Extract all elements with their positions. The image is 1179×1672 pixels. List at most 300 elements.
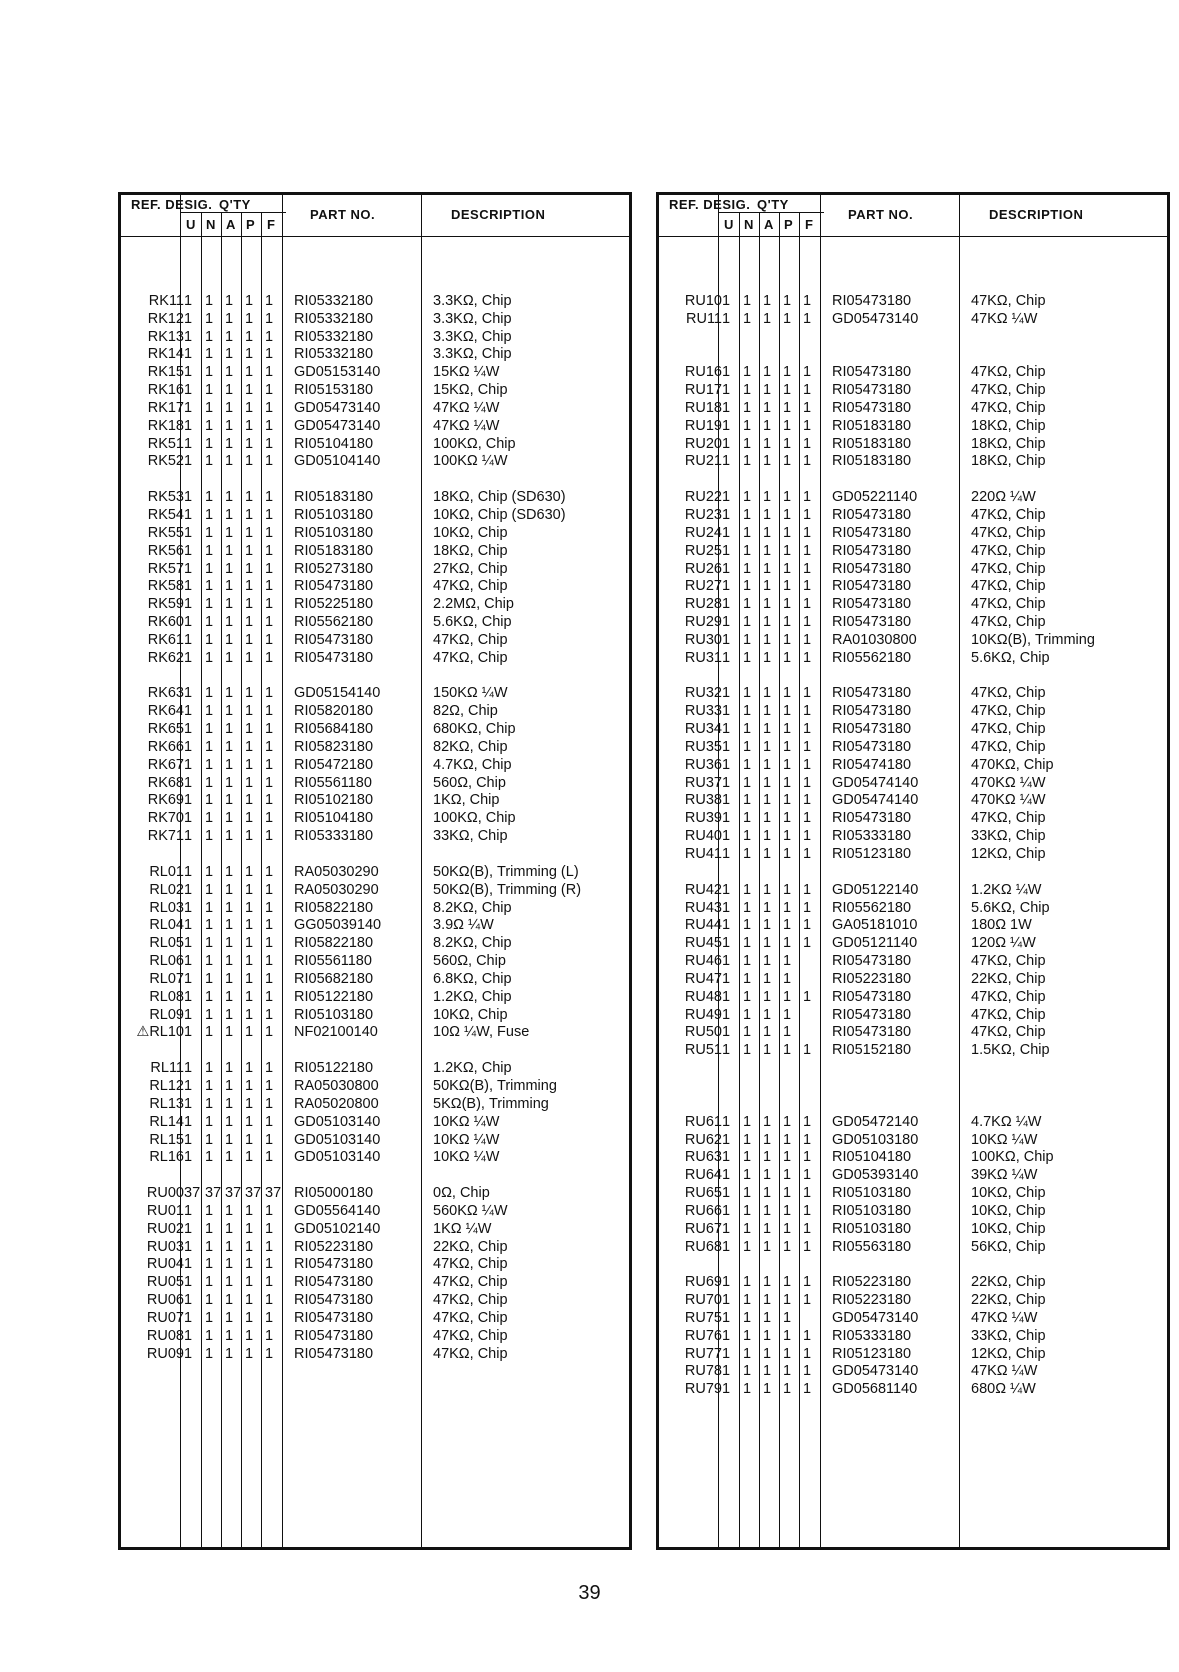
- part-no-cell: GA05181010: [832, 917, 918, 934]
- rows-left: [121, 275, 629, 1363]
- qty-p-cell: 1: [783, 917, 792, 934]
- qty-n-cell: 1: [743, 738, 752, 755]
- ref-desig-cell: RL09: [149, 1006, 184, 1023]
- description-cell: 18KΩ, Chip: [433, 542, 508, 559]
- spacer-row: [659, 668, 1167, 686]
- qty-p-cell: 1: [245, 756, 254, 773]
- ref-desig-cell: RK61: [147, 631, 184, 648]
- qty-n-cell: 1: [743, 1006, 752, 1023]
- table-row: [659, 1007, 1167, 1025]
- qty-p-cell: 1: [783, 1149, 792, 1166]
- table-row: [659, 400, 1167, 418]
- qty-n-cell: 1: [743, 1220, 752, 1237]
- qty-f-cell: 1: [265, 756, 274, 773]
- qty-f-cell: 1: [265, 489, 274, 506]
- qty-p-cell: 1: [245, 685, 254, 702]
- qty-n-cell: 1: [743, 1363, 752, 1380]
- ref-desig-cell: RU26: [684, 560, 722, 577]
- table-row: [121, 632, 629, 650]
- qty-p-cell: 1: [245, 1292, 254, 1309]
- qty-divider: [719, 212, 824, 213]
- qty-u-cell: 1: [722, 578, 731, 595]
- qty-p-cell: 1: [245, 560, 254, 577]
- description-cell: 47KΩ, Chip: [971, 988, 1046, 1005]
- qty-f-cell: 1: [265, 917, 274, 934]
- table-row: [659, 775, 1167, 793]
- qty-a-cell: 1: [225, 328, 234, 345]
- qty-f-cell: 1: [803, 1274, 812, 1291]
- ref-desig-cell: RK68: [147, 774, 184, 791]
- ref-desig-cell: RU67: [684, 1220, 722, 1237]
- description-cell: 1.2KΩ ¼W: [971, 881, 1042, 898]
- table-row: [121, 561, 629, 579]
- qty-n-cell: 1: [205, 292, 214, 309]
- ref-desig-cell: RL16: [149, 1149, 184, 1166]
- qty-n-cell: 1: [205, 917, 214, 934]
- part-no-cell: RI05000180: [294, 1185, 374, 1202]
- qty-n-cell: 1: [205, 1345, 214, 1362]
- parts-table-left: [118, 192, 632, 1550]
- table-row: [659, 792, 1167, 810]
- qty-f-cell: 1: [803, 524, 812, 541]
- qty-p-cell: 1: [245, 863, 254, 880]
- description-cell: 100KΩ ¼W: [433, 453, 508, 470]
- qty-n-cell: 1: [743, 596, 752, 613]
- description-cell: 12KΩ, Chip: [971, 846, 1046, 862]
- spacer-row: [121, 846, 629, 864]
- ref-desig-cell: RU20: [684, 435, 722, 452]
- part-no-cell: GD05474140: [832, 774, 919, 791]
- qty-f-cell: 1: [265, 1006, 274, 1023]
- qty-u-cell: 1: [184, 935, 193, 952]
- description-cell: 10KΩ ¼W: [433, 1131, 500, 1148]
- part-no-cell: GD05103140: [294, 1149, 381, 1166]
- qty-n-cell: 1: [205, 1077, 214, 1094]
- table-row: [659, 1132, 1167, 1150]
- ref-desig-cell: RU00: [146, 1185, 184, 1202]
- qty-f-cell: 1: [265, 1131, 274, 1148]
- table-row: [121, 489, 629, 507]
- ref-desig-cell: RU38: [684, 792, 722, 809]
- description-cell: 680Ω ¼W: [971, 1381, 1036, 1398]
- part-no-cell: GG05039140: [294, 917, 382, 934]
- qty-a-cell: 1: [225, 435, 234, 452]
- qty-f-cell: 1: [803, 631, 812, 648]
- part-no-cell: RI05473180: [832, 614, 912, 631]
- description-cell: 4.7KΩ, Chip: [433, 756, 512, 773]
- qty-f-cell: 1: [803, 703, 812, 720]
- qty-a-cell: 1: [763, 1292, 772, 1309]
- qty-a-cell: 1: [225, 453, 234, 470]
- qty-a-cell: 1: [763, 685, 772, 702]
- qty-p-cell: 1: [245, 542, 254, 559]
- description-cell: 10KΩ, Chip: [971, 1202, 1046, 1219]
- qty-u-cell: 1: [722, 596, 731, 613]
- header-a: A: [226, 217, 236, 232]
- qty-p-cell: 1: [783, 1309, 792, 1326]
- qty-p-cell: 1: [783, 310, 792, 327]
- qty-u-cell: 1: [184, 1238, 193, 1255]
- description-cell: 5KΩ(B), Trimming: [433, 1095, 549, 1112]
- part-no-cell: RI05473180: [294, 1256, 374, 1273]
- qty-f-cell: 1: [265, 435, 274, 452]
- qty-f-cell: 1: [265, 1309, 274, 1326]
- qty-a-cell: 1: [763, 1220, 772, 1237]
- qty-u-cell: 1: [722, 792, 731, 809]
- qty-p-cell: 1: [783, 1345, 792, 1362]
- qty-n-cell: 1: [743, 792, 752, 809]
- description-cell: 100KΩ, Chip: [971, 1149, 1054, 1166]
- qty-p-cell: 1: [783, 560, 792, 577]
- table-row: [121, 453, 629, 471]
- table-row: [659, 1203, 1167, 1221]
- ref-desig-cell: RL13: [149, 1095, 184, 1112]
- qty-a-cell: 1: [763, 1185, 772, 1202]
- qty-f-cell: 1: [265, 524, 274, 541]
- qty-p-cell: 1: [783, 489, 792, 506]
- qty-a-cell: 1: [763, 846, 772, 862]
- table-row: [659, 917, 1167, 935]
- ref-desig-cell: RL03: [149, 899, 184, 916]
- description-cell: 82Ω, Chip: [433, 703, 498, 720]
- description-cell: 47KΩ, Chip: [971, 524, 1046, 541]
- ref-desig-cell: RK17: [147, 399, 184, 416]
- part-no-cell: RI05102180: [294, 792, 374, 809]
- table-row: [121, 935, 629, 953]
- part-no-cell: RA05030290: [294, 881, 379, 898]
- part-no-cell: RI05183180: [832, 453, 912, 470]
- table-row: [121, 739, 629, 757]
- description-cell: 10KΩ ¼W: [971, 1131, 1038, 1148]
- ref-desig-cell: RU36: [684, 756, 722, 773]
- qty-u-cell: 1: [184, 863, 193, 880]
- qty-p-cell: 1: [245, 1024, 254, 1041]
- ref-desig-cell: RK60: [147, 614, 184, 631]
- part-no-cell: RI05473180: [832, 292, 912, 309]
- qty-n-cell: 1: [205, 399, 214, 416]
- ref-desig-cell: RK13: [147, 328, 184, 345]
- table-row: [659, 1185, 1167, 1203]
- description-cell: 680KΩ, Chip: [433, 721, 516, 738]
- table-row: [659, 739, 1167, 757]
- ref-desig-cell: RU43: [684, 899, 722, 916]
- qty-p-cell: 1: [783, 596, 792, 613]
- part-no-cell: RI05473180: [832, 524, 912, 541]
- table-row: [121, 1221, 629, 1239]
- ref-desig-cell: RL06: [149, 953, 184, 970]
- description-cell: 10Ω ¼W, Fuse: [433, 1024, 530, 1041]
- table-row: [121, 400, 629, 418]
- header-divider: [121, 236, 629, 237]
- qty-p-cell: 1: [783, 382, 792, 399]
- qty-u-cell: 1: [184, 578, 193, 595]
- qty-p-cell: 1: [783, 1381, 792, 1398]
- qty-f-cell: 1: [265, 1113, 274, 1130]
- qty-a-cell: 1: [763, 1381, 772, 1398]
- table-row: [659, 989, 1167, 1007]
- qty-a-cell: 1: [225, 828, 234, 845]
- qty-n-cell: 37: [205, 1185, 222, 1202]
- description-cell: 3.3KΩ, Chip: [433, 328, 512, 345]
- qty-p-cell: 1: [245, 738, 254, 755]
- qty-a-cell: 1: [225, 1077, 234, 1094]
- table-row: [659, 1114, 1167, 1132]
- table-row: [659, 935, 1167, 953]
- qty-p-cell: 1: [245, 453, 254, 470]
- qty-a-cell: 1: [225, 560, 234, 577]
- qty-f-cell: 1: [803, 774, 812, 791]
- description-cell: 10KΩ, Chip (SD630): [433, 506, 566, 523]
- qty-u-cell: 1: [184, 292, 193, 309]
- qty-n-cell: 1: [743, 435, 752, 452]
- qty-a-cell: 1: [763, 382, 772, 399]
- table-row: [659, 1149, 1167, 1167]
- ref-desig-cell: RK64: [147, 703, 184, 720]
- qty-u-cell: 1: [184, 1149, 193, 1166]
- qty-n-cell: 1: [743, 1042, 752, 1059]
- description-cell: 8.2KΩ, Chip: [433, 899, 512, 916]
- qty-a-cell: 1: [763, 1042, 772, 1059]
- qty-f-cell: 1: [803, 560, 812, 577]
- ref-desig-cell: RU41: [684, 846, 722, 862]
- part-no-cell: RI05684180: [294, 721, 374, 738]
- table-row: [659, 436, 1167, 454]
- qty-a-cell: 1: [763, 506, 772, 523]
- qty-f-cell: 1: [803, 649, 812, 666]
- qty-a-cell: 1: [225, 685, 234, 702]
- qty-u-cell: 1: [722, 1202, 731, 1219]
- description-cell: 15KΩ, Chip: [433, 382, 508, 399]
- qty-n-cell: 1: [743, 1309, 752, 1326]
- qty-a-cell: 1: [763, 524, 772, 541]
- part-no-cell: GD05681140: [832, 1381, 918, 1398]
- qty-a-cell: 1: [225, 881, 234, 898]
- qty-a-cell: 1: [225, 1274, 234, 1291]
- qty-f-cell: 1: [803, 846, 812, 862]
- qty-f-cell: 1: [265, 899, 274, 916]
- ref-desig-cell: RU42: [684, 881, 722, 898]
- qty-n-cell: 1: [205, 578, 214, 595]
- part-no-cell: GD05473140: [832, 1363, 919, 1380]
- table-row: [659, 293, 1167, 311]
- table-row: [121, 543, 629, 561]
- description-cell: 1KΩ, Chip: [433, 792, 500, 809]
- qty-a-cell: 1: [225, 346, 234, 363]
- part-no-cell: RI05473180: [832, 738, 912, 755]
- qty-p-cell: 1: [245, 792, 254, 809]
- qty-a-cell: 1: [225, 953, 234, 970]
- qty-p-cell: 1: [783, 721, 792, 738]
- ref-desig-cell: RU28: [684, 596, 722, 613]
- qty-n-cell: 1: [743, 917, 752, 934]
- qty-n-cell: 1: [743, 1327, 752, 1344]
- qty-f-cell: 1: [265, 560, 274, 577]
- description-cell: 33KΩ, Chip: [433, 828, 508, 845]
- ref-desig-cell: RU40: [684, 828, 722, 845]
- qty-p-cell: 1: [783, 1363, 792, 1380]
- part-no-cell: RI05562180: [832, 649, 912, 666]
- qty-u-cell: 1: [722, 1274, 731, 1291]
- qty-p-cell: 1: [783, 1327, 792, 1344]
- table-row: [659, 1167, 1167, 1185]
- description-cell: 22KΩ, Chip: [971, 970, 1046, 987]
- table-row: [121, 1007, 629, 1025]
- qty-a-cell: 37: [225, 1185, 242, 1202]
- part-no-cell: RI05473180: [294, 631, 374, 648]
- qty-a-cell: 1: [763, 596, 772, 613]
- ref-desig-cell: RU47: [684, 970, 722, 987]
- table-row: [121, 1256, 629, 1274]
- qty-p-cell: 1: [245, 1077, 254, 1094]
- table-row: [121, 703, 629, 721]
- part-no-cell: RI05820180: [294, 703, 374, 720]
- qty-f-cell: 1: [265, 596, 274, 613]
- qty-a-cell: 1: [763, 935, 772, 952]
- description-cell: 39KΩ ¼W: [971, 1167, 1038, 1184]
- header-qty: Q'TY: [219, 197, 251, 212]
- qty-u-cell: 1: [722, 810, 731, 827]
- description-cell: 47KΩ, Chip: [433, 1327, 508, 1344]
- qty-f-cell: 1: [265, 578, 274, 595]
- qty-p-cell: 1: [783, 703, 792, 720]
- qty-u-cell: 1: [722, 721, 731, 738]
- qty-p-cell: 1: [245, 988, 254, 1005]
- description-cell: 47KΩ, Chip: [433, 1274, 508, 1291]
- qty-n-cell: 1: [743, 1238, 752, 1255]
- qty-f-cell: 1: [803, 399, 812, 416]
- qty-u-cell: 1: [722, 846, 731, 862]
- table-row: [121, 989, 629, 1007]
- part-no-cell: RI05562180: [294, 614, 374, 631]
- part-no-cell: RI05152180: [832, 1042, 912, 1059]
- qty-u-cell: 1: [722, 1238, 731, 1255]
- qty-n-cell: 1: [205, 1309, 214, 1326]
- qty-u-cell: 1: [184, 346, 193, 363]
- qty-a-cell: 1: [225, 810, 234, 827]
- table-row: [659, 1274, 1167, 1292]
- qty-n-cell: 1: [743, 506, 752, 523]
- qty-f-cell: 1: [803, 596, 812, 613]
- spacer-row: [659, 1078, 1167, 1096]
- qty-n-cell: 1: [205, 935, 214, 952]
- spacer-row: [659, 1060, 1167, 1078]
- qty-n-cell: 1: [205, 614, 214, 631]
- part-no-cell: RI05473180: [294, 1345, 374, 1362]
- qty-a-cell: 1: [763, 417, 772, 434]
- description-cell: 1KΩ ¼W: [433, 1220, 492, 1237]
- header-part-no: PART NO.: [848, 207, 914, 222]
- qty-u-cell: 1: [184, 1095, 193, 1112]
- ref-desig-cell: RK65: [147, 721, 184, 738]
- header-u: U: [186, 217, 196, 232]
- ref-desig-cell: RU37: [684, 774, 722, 791]
- qty-f-cell: 1: [265, 1274, 274, 1291]
- qty-p-cell: 1: [783, 435, 792, 452]
- qty-u-cell: 1: [184, 364, 193, 381]
- qty-p-cell: 1: [783, 524, 792, 541]
- qty-a-cell: 1: [763, 364, 772, 381]
- qty-a-cell: 1: [225, 542, 234, 559]
- qty-p-cell: 1: [245, 382, 254, 399]
- qty-f-cell: 1: [265, 828, 274, 845]
- ref-desig-cell: RK18: [147, 417, 184, 434]
- ref-desig-cell: RU22: [684, 489, 722, 506]
- part-no-cell: GD05564140: [294, 1202, 381, 1219]
- ref-desig-cell: RU32: [684, 685, 722, 702]
- qty-n-cell: 1: [743, 846, 752, 862]
- part-no-cell: RI05563180: [832, 1238, 912, 1255]
- qty-p-cell: 1: [245, 1220, 254, 1237]
- qty-n-cell: 1: [205, 346, 214, 363]
- description-cell: 12KΩ, Chip: [971, 1345, 1046, 1362]
- qty-a-cell: 1: [763, 489, 772, 506]
- description-cell: 47KΩ, Chip: [971, 953, 1046, 970]
- qty-n-cell: 1: [205, 1024, 214, 1041]
- spacer-row: [659, 346, 1167, 364]
- ref-desig-cell: RK63: [147, 685, 184, 702]
- qty-n-cell: 1: [743, 578, 752, 595]
- qty-n-cell: 1: [743, 899, 752, 916]
- ref-desig-cell: RU24: [684, 524, 722, 541]
- qty-f-cell: 1: [803, 382, 812, 399]
- qty-u-cell: 1: [184, 1131, 193, 1148]
- qty-f-cell: 1: [265, 364, 274, 381]
- qty-f-cell: 1: [803, 1149, 812, 1166]
- header-u: U: [724, 217, 734, 232]
- ref-desig-cell: RK56: [147, 542, 184, 559]
- qty-n-cell: 1: [743, 685, 752, 702]
- qty-n-cell: 1: [205, 756, 214, 773]
- ref-desig-cell: RU76: [684, 1327, 722, 1344]
- qty-a-cell: 1: [225, 1202, 234, 1219]
- page-number: 39: [578, 1582, 601, 1604]
- ref-desig-cell: RU21: [684, 453, 722, 470]
- ref-desig-cell: RU48: [684, 988, 722, 1005]
- part-no-cell: RI05473180: [294, 1327, 374, 1344]
- qty-u-cell: 1: [722, 1167, 731, 1184]
- qty-u-cell: 1: [722, 1292, 731, 1309]
- qty-u-cell: 1: [184, 1220, 193, 1237]
- header-f: F: [267, 217, 276, 232]
- qty-u-cell: 1: [184, 881, 193, 898]
- qty-u-cell: 1: [184, 560, 193, 577]
- qty-u-cell: 1: [722, 506, 731, 523]
- part-no-cell: GD05154140: [294, 685, 381, 702]
- ref-desig-cell: RU34: [684, 721, 722, 738]
- qty-n-cell: 1: [205, 1256, 214, 1273]
- ref-desig-cell: RL07: [149, 970, 184, 987]
- qty-u-cell: 1: [722, 1345, 731, 1362]
- qty-a-cell: 1: [763, 1131, 772, 1148]
- description-cell: 47KΩ, Chip: [433, 649, 508, 666]
- table-row: [659, 507, 1167, 525]
- qty-a-cell: 1: [763, 1345, 772, 1362]
- qty-p-cell: 1: [783, 1202, 792, 1219]
- qty-p-cell: 1: [783, 846, 792, 862]
- qty-a-cell: 1: [763, 756, 772, 773]
- description-cell: 47KΩ ¼W: [971, 310, 1038, 327]
- qty-p-cell: 1: [783, 1274, 792, 1291]
- qty-u-cell: 1: [722, 1309, 731, 1326]
- table-row: [121, 1310, 629, 1328]
- part-no-cell: RI05183180: [294, 489, 374, 506]
- description-cell: 5.6KΩ, Chip: [971, 649, 1050, 666]
- description-cell: 47KΩ ¼W: [971, 1363, 1038, 1380]
- part-no-cell: RI05822180: [294, 935, 374, 952]
- part-no-cell: RI05474180: [832, 756, 912, 773]
- ref-desig-cell: RK14: [147, 346, 184, 363]
- description-cell: 8.2KΩ, Chip: [433, 935, 512, 952]
